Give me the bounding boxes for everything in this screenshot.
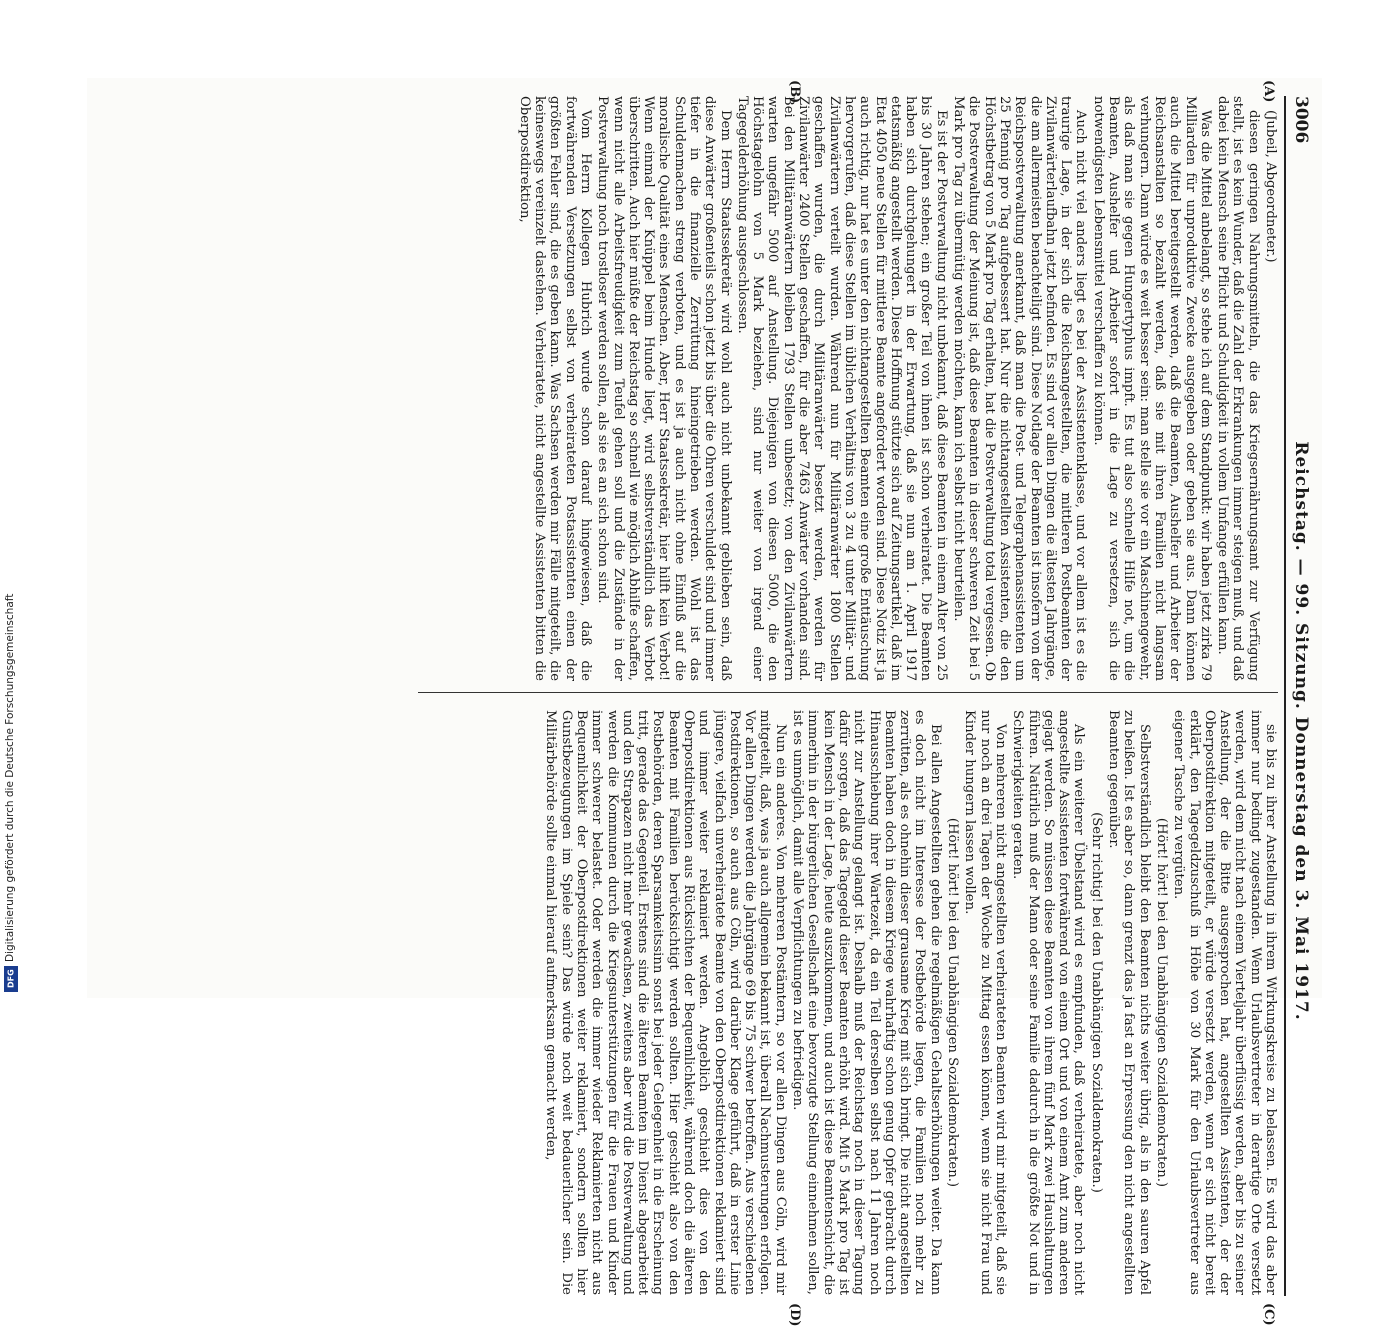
left-column xyxy=(418,96,1278,681)
margin-mark-d: (D) xyxy=(787,1303,802,1327)
document-page xyxy=(87,78,1322,1327)
margin-mark-b: (B) xyxy=(787,80,802,104)
margin-mark-a: (A) xyxy=(1261,80,1276,103)
dfg-logo: DFG xyxy=(4,966,18,992)
paragraph: Vom Herrn Kollegen Hubrich wurde schon darauf hingewiesen, daß die fortwährenden Versetzungen selbst von verheirateten Postassistenten einen der größten Fehler sind, die es geben kann. Was Sachsen werden mir Fälle mitgeteilt, die keineswegs vereinzelt dastehen. Verheiratete, nicht angestellte Assistenten bitten die Oberpostdirektion, xyxy=(516,96,593,681)
paragraph: Nun ein anderes. Von mehreren Postämtern, so vor allen Dingen aus Cöln, wird mir mitgeteilt, daß, was ja auch allgemein bekannt ist, überall Nachmusterungen erfolgen. Vor allen Dingen werden die Jahrgänge 69 bis 75 schwer betroffen. Aus verschiedenen Postdirektionen, so auch aus Cöln, wird darüber Klage geführt, daß in erster Linie jüngere, vielfach unverheiratete Beamte von den Oberpostdirektionen reklamiert sind und immer weiter reklamiert werden. Angeblich geschieht dies von den Oberpostdirektionen aus Rücksichten der Bequemlichkeit, während doch die älteren Beamten mit Familien berücksichtigt werden sollten. Hier geschieht also von den Postbehörden, deren Sparsamkeitssinn sonst bei jeder Gelegenheit in die Erscheinung tritt, gerade das Gegenteil. Erstens sind die älteren Beamten im Dienst abgearbeitet und den Strapazen nicht mehr gewachsen, zweitens aber wird die Postverwaltung und werden die Kommunen durch die Kriegsunterstützungen für die Frauen und Kinder immer schwerer belastet. Oder werden die immer wieder Reklamierten nicht aus Bequemlichkeit der Oberpostdirektionen weiter reklamiert, sondern sollten hier Gunstbezeugungen im Spiele sein? Das würde noch weit bedauerlicher sein. Die Militärbehörde sollte einmal hierauf aufmerksam gemacht werden, xyxy=(543,710,788,1295)
interjection: (Hört! hört! bei den Unabhängigen Sozialdemokraten.) xyxy=(1153,817,1169,1188)
paragraph: Bei allen Angestellten gehen die regelmäßigen Gehaltserhöhungen weiter. Da kann es doch nicht im Interesse der Postbehörde liegen, die Familien noch mehr zu zerrütten, als es ohnehin dieser grausame Krieg mit sich bringt. Die nicht angestellten Beamten haben doch in diesem Kriege wahrhaftig schon genug Opfer gebracht durch Hinausschiebung ihrer Wartezeit, da ein Teil derselben selbst nach 11 Jahren noch nicht zur Anstellung gelangt ist. Deshalb muß der Reichstag noch in dieser Tagung dafür sorgen, daß das Tagegeld dieser Beamten erhöht wird. Mit 5 Mark pro Tag ist kein Mensch in der Lage, heute auszukommen, und auch ist diese Beamtenschicht, die immerhin in der bürgerlichen Gesellschaft eine bevorzugte Stellung einnehmen sollen, ist es unmöglich, damit alle Verpflichtungen zu befriedigen. xyxy=(790,710,943,1295)
paragraph: Dem Herrn Staatssekretär wird wohl auch nicht unbekannt geblieben sein, daß diese Anwärter großenteils schon jetzt bis über die Ohren verschuldet sind und immer tiefer in die finanzielle Zerrüttung hineingetrieben werden. Wohl ist das Schuldenmachen streng verboten, und es ist ja auch nicht ohne Einfluß auf die moralische Qualität eines Menschen. Aber, Herr Staatssekretär, hier hilft kein Verbot! Wenn einmal der Knüppel beim Hunde liegt, wird selbstverständlich das Verbot überschritten. Auch hier müßte der Reichstag so schnell wie möglich Abhilfe schaffen, wenn nicht alle Arbeitsfreudigkeit zum Teufel gehen soll und die Zustände in der Postverwaltung noch trostloser werden sollen, als sie es an sich schon sind. xyxy=(595,96,733,681)
paragraph: Als ein weiterer Übelstand wird es empfunden, daß verheiratete, aber noch nicht angestellte Assistenten fortwährend von einem Ort und von einem Amt zum anderen gejagt werden. So müssen diese Beamten von ihrem fünf Mark zwei Haushaltungen führen. Natürlich muß der Mann oder seine Familie dadurch in die größte Not und in Schwierigkeiten geraten. xyxy=(1010,710,1087,1295)
interjection: (Hört! hört! bei den Unabhängigen Sozialdemokraten.) xyxy=(945,817,961,1188)
paragraph: diesen geringen Nahrungsmitteln, die das Kriegsernährungsamt zur Verfügung stellt, ist es kein Wunder, daß die Zahl der Erkrankungen immer steigen muß, und daß dabei kein Mensch seine Pflicht und Schuldigkeit in vollem Umfange erfüllen kann. xyxy=(1215,96,1261,681)
page-number: 3006 xyxy=(1291,96,1311,144)
margin-mark-c: (C) xyxy=(1261,1303,1276,1326)
paragraph: Selbstverständlich bleibt den Beamten nichts weiter übrig, als in den sauren Apfel zu beißen. Ist es aber so, dann grenzt das ja fast an Erpressung den nicht angestellten Beamten gegenüber. xyxy=(1106,710,1152,1295)
paragraph: Von mehreren nicht angestellten verheirateten Beamten wird mir mitgeteilt, daß sie nur noch an drei Tagen der Woche zu Mittag essen können, wenn sie nicht Frau und Kinder hungern lassen wollen. xyxy=(962,710,1008,1295)
paragraph: Es ist der Postverwaltung nicht unbekannt, daß diese Beamten in einem Alter von 25 bis 30 Jahren stehen; ein großer Teil von ihnen ist schon verheiratet. Die Beamten haben sich durchgehungert in der Erwartung, daß sie nun am 1. April 1917 etatsmäßig angestellt werden. Diese Hoffnung stützte sich auf Zeitungsartikel, daß im Etat 4050 neue Stellen für mittlere Beamte angefordert worden sind. Diese Notiz ist ja auch richtig, nur hat es unter den nichtangestellten Beamten eine große Enttäuschung hervorgerufen, daß diese Stellen im üblichen Verhältnis von 3 zu 4 unter Militär- und Zivilanwärtern verteilt wurden. Während nun für Militäranwärter 1800 Stellen geschaffen wurden, die durch Militäranwärter besetzt werden, werden für Zivilanwärter 2400 Stellen geschaffen, für die aber 7463 Anwärter vorhanden sind. Bei den Militäranwärtern bleiben 1793 Stellen unbesetzt; von den Zivilanwärtern warten ungefähr 5000 auf Anstellung. Diejenigen von diesen 5000, die den Höchstagelohn von 5 Mark beziehen, sind nur weiter von irgend einer Tagegelderhöhung ausgeschlossen. xyxy=(734,96,949,681)
column-divider xyxy=(418,692,1278,693)
page-header xyxy=(1286,96,1316,1296)
interjection: (Sehr richtig! bei den Unabhängigen Sozialdemokraten.) xyxy=(1088,812,1104,1193)
speaker-line: (Jubeil, Abgeordneter.) xyxy=(1263,110,1278,263)
paragraph: Was die Mittel anbelangt, so stehe ich auf dem Standpunkt: wir haben jetzt zirka 79 Milliarden für unproduktive Zwecke ausgegeben oder geben sie aus. Dann können auch die Mittel bereitgestellt werden, daß die Beamten, Aushelfer und Arbeiter der Reichsanstalten so bezahlt werden, daß sie mit ihren Familien nicht langsam verhungern. Dann würde es weit besser sein: man stelle sie vor ein Maschinengewehr, als daß man sie gegen Hungertyphus impft. Es tut also schnelle Hilfe not, um die Beamten, Aushelfer und Arbeiter sofort in die Lage zu versetzen, sich die notwendigsten Lebensmittel verschaffen zu können. xyxy=(1090,96,1213,681)
digitization-credit: Digitalisierung gefördert durch die Deutsche Forschungsgemeinschaft xyxy=(4,593,16,962)
paragraph: Auch nicht viel anders liegt es bei der Assistentenklasse, und vor allem ist es die traurige Lage, in der sich die Reichsangestellten, die mittleren Postbeamten der Zivilanwärterlaufbahn jetzt befinden. Es sind vor allen Dingen die ältesten Jahrgänge, die am allermeisten benachteiligt sind. Diese Notlage der Beamten ist insofern von der Reichspostverwaltung anerkannt, daß man die Post- und Telegraphenassistenten um 25 Pfennig pro Tag aufgebessert hat. Nur die nichtangestellten Assistenten, die den Höchstbetrag von 5 Mark pro Tag erhalten, hat die Postverwaltung total vergessen. Ob die Postverwaltung der Meinung ist, daß diese Beamten in dieser schweren Zeit bei 5 Mark pro Tag zu übermütig werden möchten, kann ich selbst nicht beurteilen. xyxy=(951,96,1089,681)
header-rule xyxy=(1284,96,1286,1296)
page-title: Reichstag. — 99. Sitzung. Donnerstag den 3. Mai 1917. xyxy=(1291,441,1311,1021)
right-column xyxy=(418,710,1278,1295)
paragraph: sie bis zu ihrer Anstellung in ihrem Wirkungskreise zu belassen. Es wird das aber immer nur bedingt zugestanden. Wenn Urlaubsvertreter in derartige Orte versetzt werden, wird dem nicht nach einem Vierteljahr überflüssig werden, aber bis zu seiner Anstellung, der die Bitte ausgesprochen hat, angestellten Assistenten, der der Oberpostdirektion mitgeteilt, er würde versetzt werden, wenn er sich nicht bereit erklärt, den Tagegeldzuschuß in Höhe von 30 Mark für den Urlaubsvertreter aus eigener Tasche zu vergüten. xyxy=(1171,710,1278,1295)
